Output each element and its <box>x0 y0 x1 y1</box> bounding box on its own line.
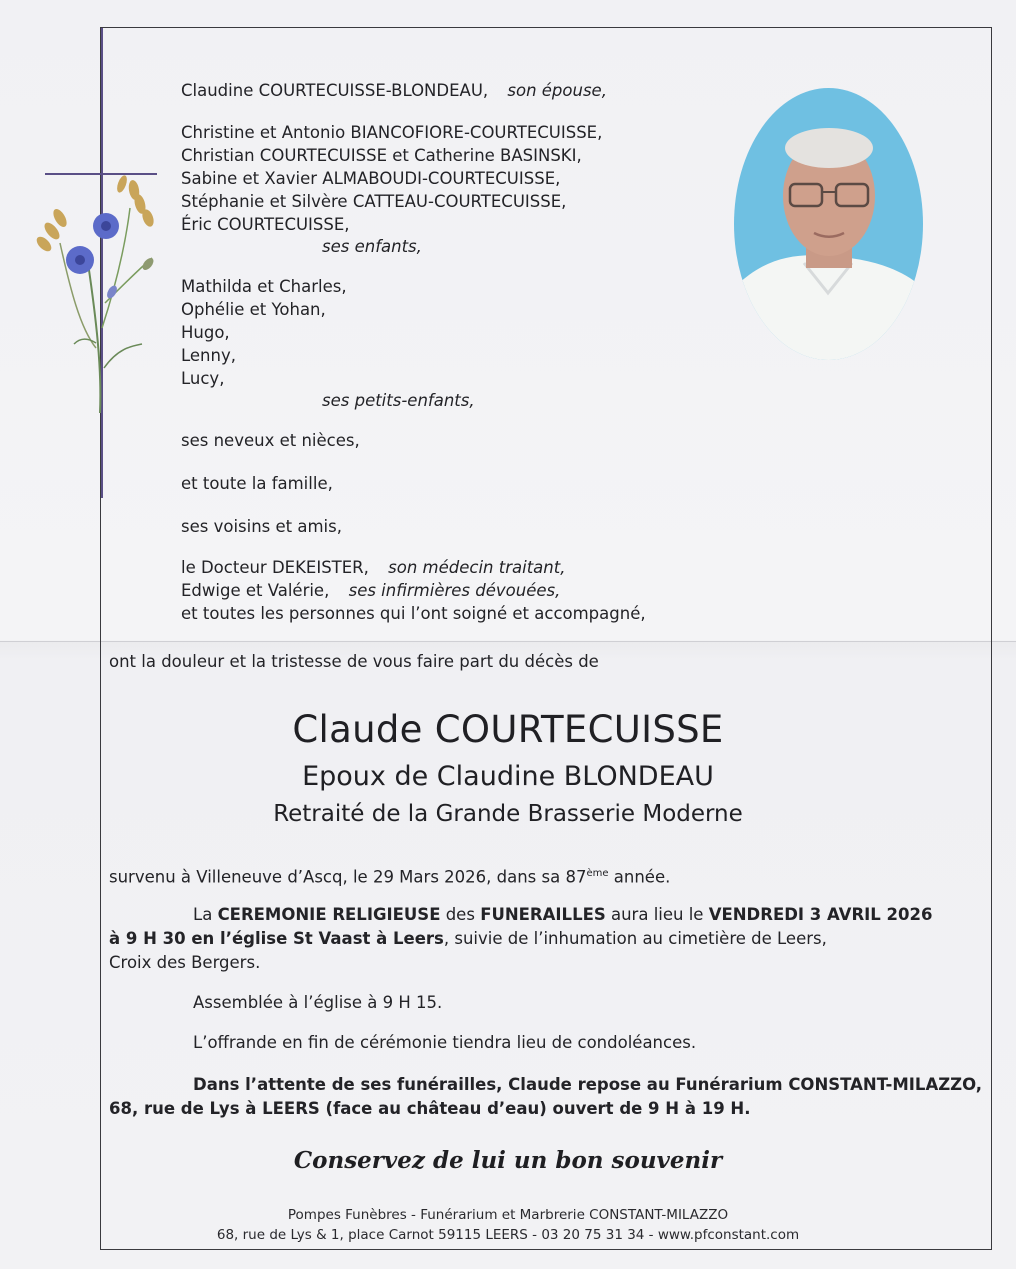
death-text: survenu à Villeneuve d’Ascq, le 29 Mars 2026, dans sa 87 <box>109 867 587 887</box>
assembly-line: Assemblée à l’église à 9 H 15. <box>193 993 443 1012</box>
list-item: Sabine et Xavier ALMABOUDI-COURTECUISSE, <box>181 169 561 188</box>
portrait-photo <box>734 88 923 360</box>
ceremony-time-place: à 9 H 30 en l’église St Vaast à Leers <box>109 929 444 948</box>
spouse-line <box>181 80 607 102</box>
grandchildren-role: ses petits-enfants, <box>322 391 475 410</box>
list-item: Hugo, <box>181 323 230 342</box>
grandchildren-list <box>181 275 347 390</box>
funeral-label: FUNERAILLES <box>480 905 606 924</box>
closing-phrase: Conservez de lui un bon souvenir <box>293 1147 723 1174</box>
ceremony-date: VENDREDI 3 AVRIL 2026 <box>708 905 933 924</box>
spouse-role: son épouse, <box>507 81 607 100</box>
announcement: ont la douleur et la tristesse de vous faire part du décès de <box>109 652 599 671</box>
carers-line: et toutes les personnes qui l’ont soigné et accompagné, <box>181 604 646 623</box>
nephews-line: ses neveux et nièces, <box>181 431 360 450</box>
deceased-occupation: Retraité de la Grande Brasserie Moderne <box>273 801 743 827</box>
doctor-name: le Docteur DEKEISTER, <box>181 558 369 577</box>
text: , suivie de l’inhumation au cimetière de Leers, <box>443 929 827 948</box>
nurses-role: ses infirmières dévouées, <box>348 581 561 600</box>
list-item: Christine et Antonio BIANCOFIORE-COURTECUISSE, <box>181 123 603 142</box>
list-item: Lucy, <box>181 369 225 388</box>
doctor-line <box>181 557 565 579</box>
footer-line-2: 68, rue de Lys & 1, place Carnot 59115 LEERS - 03 20 75 31 34 - www.pfconstant.com <box>216 1227 800 1243</box>
cornflower-wheat-illustration <box>30 168 175 418</box>
children-list <box>181 121 602 236</box>
nurses-name: Edwige et Valérie, <box>181 581 330 600</box>
list-item: Mathilda et Charles, <box>181 277 347 296</box>
ceremony-line-2 <box>109 928 827 950</box>
offering-line: L’offrande en fin de cérémonie tiendra lieu de condoléances. <box>193 1033 697 1052</box>
children-role: ses enfants, <box>322 237 422 256</box>
death-tail: année. <box>608 867 671 887</box>
list-item: Christian COURTECUISSE et Catherine BASINSKI, <box>181 146 582 165</box>
doctor-role: son médecin traitant, <box>388 558 566 577</box>
text: des <box>440 905 481 924</box>
spouse-name: Claudine COURTECUISSE-BLONDEAU, <box>181 81 489 100</box>
list-item: Lenny, <box>181 346 236 365</box>
nurses-line <box>181 580 560 602</box>
rest-line-2: 68, rue de Lys à LEERS (face au château d’eau) ouvert de 9 H à 19 H. <box>109 1099 751 1118</box>
deceased-name: Claude COURTECUISSE <box>292 708 724 751</box>
list-item: Stéphanie et Silvère CATTEAU-COURTECUISSE, <box>181 192 567 211</box>
family-line: et toute la famille, <box>181 474 333 493</box>
ceremony-label: CEREMONIE RELIGIEUSE <box>217 905 441 924</box>
list-item: Ophélie et Yohan, <box>181 300 326 319</box>
text: aura lieu le <box>605 905 709 924</box>
footer-line-1: Pompes Funèbres - Funérarium et Marbrerie CONSTANT-MILAZZO <box>287 1207 729 1223</box>
death-ordinal: ème <box>586 868 609 879</box>
rest-line-1: Dans l’attente de ses funérailles, Claude repose au Funérarium CONSTANT-MILAZZO, <box>193 1075 983 1094</box>
death-line <box>109 863 670 889</box>
ceremony-line-3: Croix des Bergers. <box>109 953 261 972</box>
list-item: Éric COURTECUISSE, <box>181 215 350 234</box>
deceased-spouse-line: Epoux de Claudine BLONDEAU <box>302 761 714 792</box>
neighbours-line: ses voisins et amis, <box>181 517 342 536</box>
ceremony-line-1 <box>193 904 932 926</box>
text: La <box>193 905 218 924</box>
